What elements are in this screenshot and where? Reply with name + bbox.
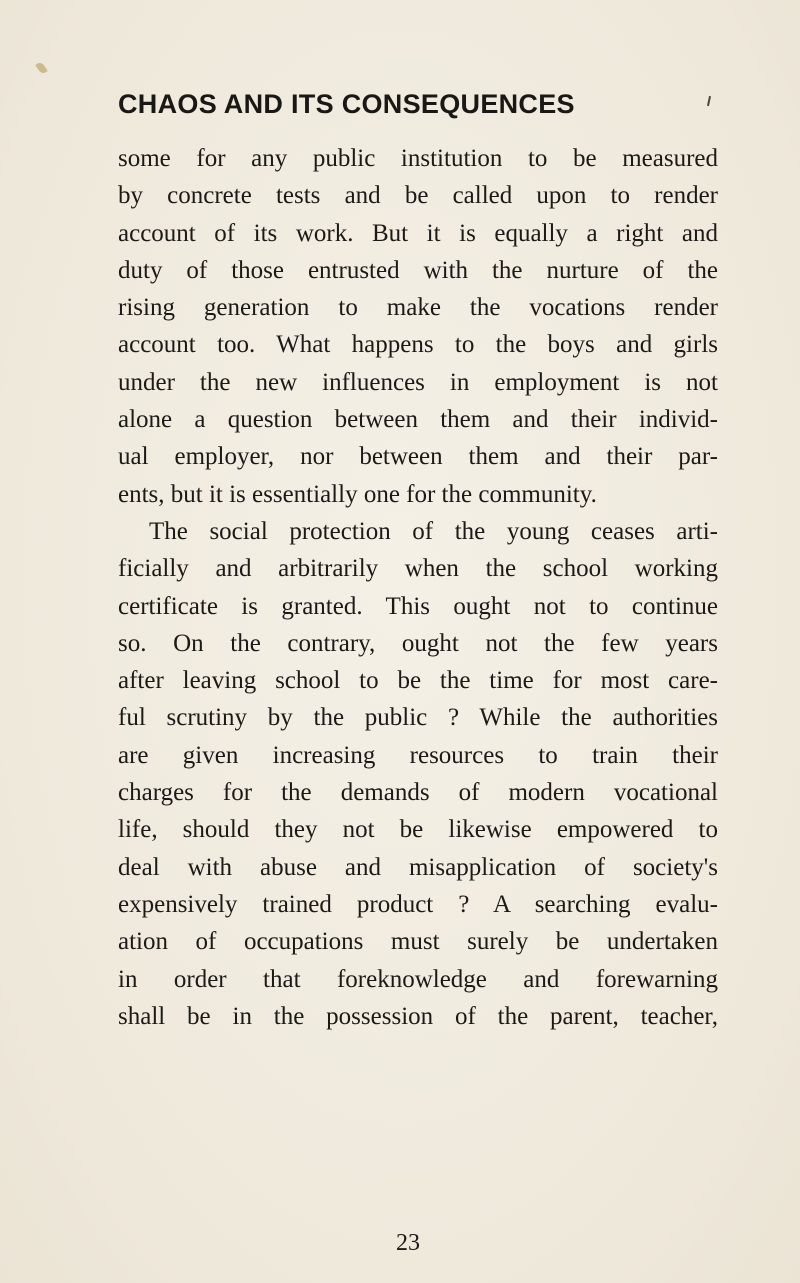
text-line: expensively trained product ? A searching evalu-	[118, 890, 718, 918]
text-line: ation of occupations must surely be undertaken	[118, 928, 718, 956]
text-line: ual employer, nor between them and their par-	[118, 443, 718, 471]
text-line: ficially and arbitrarily when the school working	[118, 555, 718, 583]
text-line: account of its work. But it is equally a right and	[118, 219, 718, 247]
running-head: CHAOS AND ITS CONSEQUENCES	[118, 89, 575, 119]
text-line: by concrete tests and be called upon to render	[118, 182, 718, 210]
text-line: shall be in the possession of the parent, teacher,	[118, 1002, 718, 1030]
text-line: under the new influences in employment is not	[118, 368, 718, 396]
text-line: rising generation to make the vocations render	[118, 294, 718, 322]
text-line: in order that foreknowledge and forewarning	[118, 965, 718, 993]
text-line: life, should they not be likewise empowered to	[118, 816, 718, 844]
text-line: after leaving school to be the time for most care-	[118, 667, 718, 695]
page-number: 23	[396, 1230, 420, 1256]
text-line: so. On the contrary, ought not the few years	[118, 629, 718, 657]
page-blemish	[35, 61, 48, 75]
text-line: ful scrutiny by the public ? While the authorities	[118, 704, 718, 732]
text-line: ents, but it is essentially one for the community.	[118, 480, 597, 508]
text-line: certificate is granted. This ought not to continue	[118, 592, 718, 620]
text-line: duty of those entrusted with the nurture of the	[118, 256, 718, 284]
text-line: charges for the demands of modern vocational	[118, 779, 718, 807]
body-text	[118, 140, 718, 1035]
text-line: some for any public institution to be measured	[118, 145, 718, 172]
text-line-paragraph-start: The social protection of the young ceases arti-	[149, 517, 718, 545]
text-line: are given increasing resources to train their	[118, 741, 718, 769]
text-line: alone a question between them and their individ-	[118, 406, 718, 434]
text-line: deal with abuse and misapplication of society's	[118, 853, 718, 881]
text-line: account too. What happens to the boys and girls	[118, 331, 718, 359]
